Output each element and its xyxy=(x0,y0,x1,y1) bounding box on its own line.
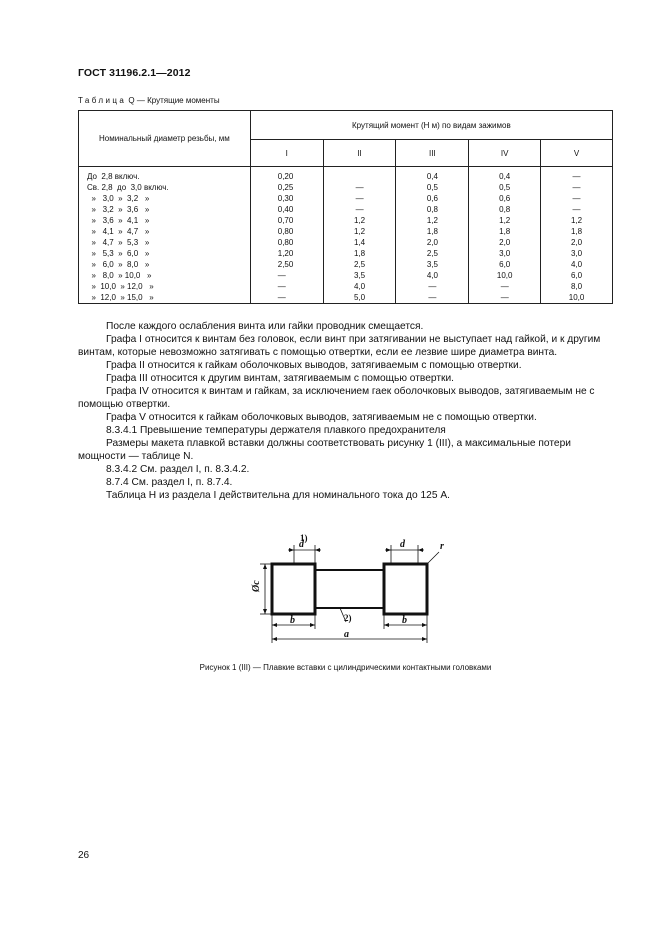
table-cell: 0,5 xyxy=(469,182,541,193)
row-label: » 12,0 » 15,0 » xyxy=(79,292,251,304)
table-row xyxy=(79,167,613,183)
table-cell: — xyxy=(396,281,469,292)
col-header: II xyxy=(323,140,396,167)
label-a: a xyxy=(344,629,349,640)
table-cell: — xyxy=(250,281,323,292)
row-label: » 3,2 » 3,6 » xyxy=(79,204,251,215)
paragraph-line: 8.7.4 См. раздел I, п. 8.7.4. xyxy=(106,477,233,488)
table-cell: 1,2 xyxy=(323,226,396,237)
row-label: » 5,3 » 6,0 » xyxy=(79,248,251,259)
col-header: IV xyxy=(469,140,541,167)
table-cell: 1,2 xyxy=(323,215,396,226)
table-cell: — xyxy=(469,281,541,292)
table-cell: 0,6 xyxy=(396,193,469,204)
col-header: V xyxy=(541,140,613,167)
table-cell: 3,5 xyxy=(323,270,396,281)
fuse-link-drawing xyxy=(236,530,444,652)
table-cell: 0,8 xyxy=(469,204,541,215)
r-leader xyxy=(427,552,439,564)
table-cell: 1,2 xyxy=(396,215,469,226)
paragraph-line: После каждого ослабления винта или гайки проводник смещается. xyxy=(106,321,424,332)
left-contact-head xyxy=(272,564,315,614)
table-cell: 0,4 xyxy=(396,167,469,183)
table-cell: 0,5 xyxy=(396,182,469,193)
paragraph xyxy=(78,320,616,502)
torque-table xyxy=(78,110,613,304)
table-cell: 0,80 xyxy=(250,226,323,237)
table-cell: — xyxy=(541,204,613,215)
paragraph-line: Размеры макета плавкой вставки должны соответствовать рисунку 1 (III), а максимальные потери мощности — таблице N. xyxy=(78,438,571,462)
table-cell: 0,30 xyxy=(250,193,323,204)
table-cell: 0,6 xyxy=(469,193,541,204)
table-cell: 2,50 xyxy=(250,259,323,270)
table-cell: 6,0 xyxy=(541,270,613,281)
paragraph-line: 8.3.4.2 См. раздел I, п. 8.3.4.2. xyxy=(106,464,250,475)
label-d-right: d xyxy=(400,539,405,550)
table-row xyxy=(79,259,613,270)
table-cell: 1,2 xyxy=(469,215,541,226)
paragraph-line: Графа V относится к гайкам оболочковых выводов, затягиваемым не с помощью отвертки. xyxy=(106,412,537,423)
table-body xyxy=(79,167,613,304)
table-row xyxy=(79,182,613,193)
label-d-left: d xyxy=(299,539,304,550)
table-cell: — xyxy=(469,292,541,304)
table-cell: 0,8 xyxy=(396,204,469,215)
table-cell: — xyxy=(541,167,613,183)
row-label: » 4,1 » 4,7 » xyxy=(79,226,251,237)
label-b-left: b xyxy=(290,615,295,626)
table-row xyxy=(79,226,613,237)
row-label: » 3,6 » 4,1 » xyxy=(79,215,251,226)
col0-header: Номинальный диаметр резьбы, мм xyxy=(79,111,251,167)
table-cell: 0,70 xyxy=(250,215,323,226)
table-cell: — xyxy=(323,182,396,193)
paragraph-line: Таблица Н из раздела I действительна для номинального тока до 125 А. xyxy=(106,490,450,501)
table-cell: — xyxy=(323,193,396,204)
table-cell: 1,8 xyxy=(469,226,541,237)
row-label: До 2,8 включ. xyxy=(79,167,251,183)
table-cell: 0,20 xyxy=(250,167,323,183)
table-cell: 3,5 xyxy=(396,259,469,270)
table-caption xyxy=(78,96,220,105)
table-cell: 8,0 xyxy=(541,281,613,292)
paragraph-line: Графа IV относится к винтам и гайкам, за исключением гаек оболочковых выводов, затягиваемым не с помощью отвертки. xyxy=(78,386,595,410)
label-diameter: Øc xyxy=(251,580,262,592)
table-caption-prefix: Таблица xyxy=(78,96,127,105)
table-cell: 3,0 xyxy=(541,248,613,259)
row-label: » 3,0 » 3,2 » xyxy=(79,193,251,204)
table-cell: 0,25 xyxy=(250,182,323,193)
table-cell: — xyxy=(250,270,323,281)
paragraph-line: Графа III относится к другим винтам, затягиваемым с помощью отвертки. xyxy=(106,373,454,384)
table-cell: 2,0 xyxy=(396,237,469,248)
table-cell: 4,0 xyxy=(541,259,613,270)
table-cell: 5,0 xyxy=(323,292,396,304)
table-cell: 2,5 xyxy=(396,248,469,259)
table-row xyxy=(79,215,613,226)
table-cell: 0,40 xyxy=(250,204,323,215)
table-cell: 3,0 xyxy=(469,248,541,259)
table-caption-text: — Крутящие моменты xyxy=(136,96,220,105)
table-cell: — xyxy=(250,292,323,304)
table-cell: 1,8 xyxy=(323,248,396,259)
group-header: Крутящий момент (Н м) по видам зажимов xyxy=(250,111,612,140)
table-cell: — xyxy=(541,182,613,193)
table-row xyxy=(79,270,613,281)
table-cell: 0,4 xyxy=(469,167,541,183)
table-cell: 2,0 xyxy=(469,237,541,248)
figure-caption: Рисунок 1 (III) — Плавкие вставки с цилиндрическими контактными головками xyxy=(199,663,492,672)
col-header: I xyxy=(250,140,323,167)
right-contact-head xyxy=(384,564,427,614)
col-header: III xyxy=(396,140,469,167)
label-b-right: b xyxy=(402,615,407,626)
table-cell: 4,0 xyxy=(396,270,469,281)
label-r: r xyxy=(440,541,444,552)
table-row xyxy=(79,193,613,204)
table-cell: 10,0 xyxy=(469,270,541,281)
page-number: 26 xyxy=(78,850,90,861)
row-label: » 4,7 » 5,3 » xyxy=(79,237,251,248)
table-cell: 0,80 xyxy=(250,237,323,248)
table-cell: 2,5 xyxy=(323,259,396,270)
paragraph-line: Графа I относится к винтам без головок, если винт при затягивании не выступает над гайкой, и к другим винтам, которые невозможно затягивать с помощью отвертки, если ее лезвие шире диаметра винта. xyxy=(78,334,601,358)
table-cell: 1,2 xyxy=(541,215,613,226)
table-cell: — xyxy=(541,193,613,204)
row-label: Св. 2,8 до 3,0 включ. xyxy=(79,182,251,193)
table-row xyxy=(79,248,613,259)
row-label: » 8,0 » 10,0 » xyxy=(79,270,251,281)
table-cell: 1,8 xyxy=(541,226,613,237)
table-caption-id: Q xyxy=(128,96,135,105)
paragraph-line: Графа II относится к гайкам оболочковых выводов, затягиваемым с помощью отвертки. xyxy=(106,360,522,371)
table-row xyxy=(79,281,613,292)
table-cell: 1,8 xyxy=(396,226,469,237)
table-cell: 4,0 xyxy=(323,281,396,292)
row-label: » 6,0 » 8,0 » xyxy=(79,259,251,270)
table-row xyxy=(79,292,613,304)
table-cell: 10,0 xyxy=(541,292,613,304)
table-row xyxy=(79,237,613,248)
row-label: » 10,0 » 12,0 » xyxy=(79,281,251,292)
label-note2: 2) xyxy=(344,613,352,623)
table-cell: 6,0 xyxy=(469,259,541,270)
label-note1: 1) xyxy=(300,533,308,543)
section-heading: 8.3.4.1 Превышение температуры держателя плавкого предохранителя xyxy=(106,425,446,436)
table-row xyxy=(79,204,613,215)
table-cell: 2,0 xyxy=(541,237,613,248)
document-header: ГОСТ 31196.2.1—2012 xyxy=(78,67,191,79)
table-cell: 1,4 xyxy=(323,237,396,248)
table-cell: — xyxy=(396,292,469,304)
table-cell: — xyxy=(323,204,396,215)
table-cell xyxy=(323,167,396,183)
table-cell: 1,20 xyxy=(250,248,323,259)
